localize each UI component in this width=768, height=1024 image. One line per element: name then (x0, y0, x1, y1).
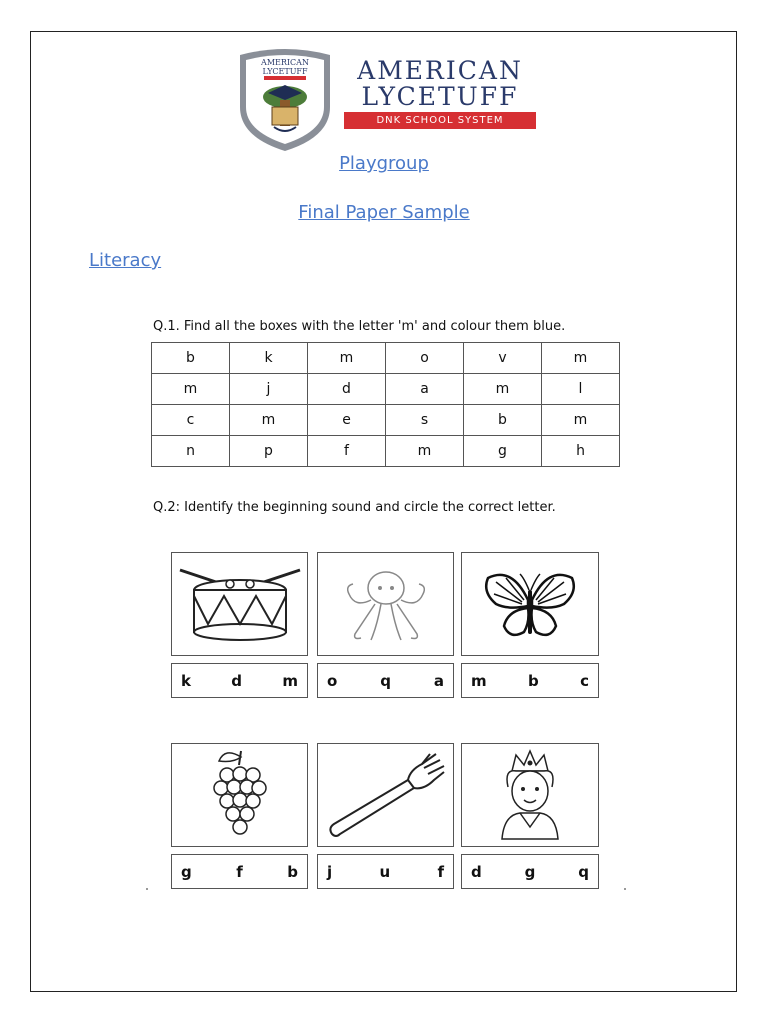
answer-options (317, 854, 454, 889)
grid-row (152, 374, 620, 405)
letter-option[interactable]: o (327, 671, 338, 690)
queen-icon (490, 747, 570, 843)
brand-name-line2: LYCETUFF (361, 82, 519, 111)
grid-cell[interactable]: v (464, 343, 542, 374)
grid-cell[interactable]: m (308, 343, 386, 374)
grapes-icon (205, 747, 275, 843)
letter-grid (151, 342, 620, 467)
grid-cell[interactable]: m (464, 374, 542, 405)
grid-cell[interactable]: j (230, 374, 308, 405)
butterfly-icon (482, 566, 578, 642)
grid-cell[interactable]: m (230, 405, 308, 436)
picture-card-queen (461, 743, 599, 847)
letter-option[interactable]: b (287, 862, 298, 881)
letter-option[interactable]: q (578, 862, 589, 881)
letter-option[interactable]: f (437, 862, 444, 881)
grid-cell[interactable]: a (386, 374, 464, 405)
letter-option[interactable]: f (236, 862, 243, 881)
octopus-icon (341, 564, 431, 644)
picture-card-grapes (171, 743, 308, 847)
drum-icon (178, 562, 302, 646)
picture-card-drum (171, 552, 308, 656)
grid-cell[interactable]: m (152, 374, 230, 405)
answer-options (317, 663, 454, 698)
grid-cell[interactable]: m (386, 436, 464, 467)
brand-tagline: DNK SCHOOL SYSTEM (344, 112, 536, 129)
picture-card-fork (317, 743, 454, 847)
grid-cell[interactable]: h (542, 436, 620, 467)
answer-options (461, 663, 599, 698)
letter-option[interactable]: q (380, 671, 391, 690)
grid-cell[interactable]: d (308, 374, 386, 405)
grid-cell[interactable]: p (230, 436, 308, 467)
grid-cell[interactable]: s (386, 405, 464, 436)
crest-text-1: AMERICAN (261, 58, 309, 67)
grid-cell[interactable]: f (308, 436, 386, 467)
letter-option[interactable]: g (524, 862, 536, 881)
grid-cell[interactable]: o (386, 343, 464, 374)
letter-option[interactable]: u (379, 862, 391, 881)
grid-row (152, 436, 620, 467)
letter-option[interactable]: c (580, 671, 589, 690)
grid-cell[interactable]: k (230, 343, 308, 374)
answer-options (171, 854, 308, 889)
grid-cell[interactable]: n (152, 436, 230, 467)
letter-option[interactable]: j (327, 862, 333, 881)
subject-title: Literacy (89, 250, 162, 271)
letter-option[interactable]: b (527, 671, 539, 690)
scan-mark (146, 888, 148, 890)
fork-icon (324, 750, 448, 840)
crest-text-2: LYCETUFF (262, 67, 308, 76)
letter-option[interactable]: m (282, 671, 298, 690)
answer-options (461, 854, 599, 889)
letter-option[interactable]: m (471, 671, 487, 690)
letter-option[interactable]: d (471, 862, 482, 881)
picture-card-octopus (317, 552, 454, 656)
class-title: Playgroup (339, 153, 429, 174)
brand-wordmark (344, 58, 536, 129)
grid-cell[interactable]: b (152, 343, 230, 374)
grid-row (152, 405, 620, 436)
letter-option[interactable]: k (181, 671, 191, 690)
scan-mark (624, 888, 626, 890)
letter-option[interactable]: a (433, 671, 444, 690)
grid-cell[interactable]: e (308, 405, 386, 436)
question-2-text: Q.2: Identify the beginning sound and circle the correct letter. (153, 500, 556, 515)
question-1-text: Q.1. Find all the boxes with the letter 'm' and colour them blue. (153, 319, 566, 334)
grid-row (152, 343, 620, 374)
grid-cell[interactable]: l (542, 374, 620, 405)
letter-option[interactable]: g (181, 862, 192, 881)
grid-cell[interactable]: m (542, 405, 620, 436)
grid-cell[interactable]: b (464, 405, 542, 436)
letter-option[interactable]: d (231, 671, 243, 690)
answer-options (171, 663, 308, 698)
grid-cell[interactable]: g (464, 436, 542, 467)
grid-cell[interactable]: m (542, 343, 620, 374)
picture-card-butterfly (461, 552, 599, 656)
grid-cell[interactable]: c (152, 405, 230, 436)
paper-title: Final Paper Sample (298, 202, 470, 223)
school-crest-icon (234, 45, 336, 153)
brand-name-line1: AMERICAN (357, 56, 523, 85)
